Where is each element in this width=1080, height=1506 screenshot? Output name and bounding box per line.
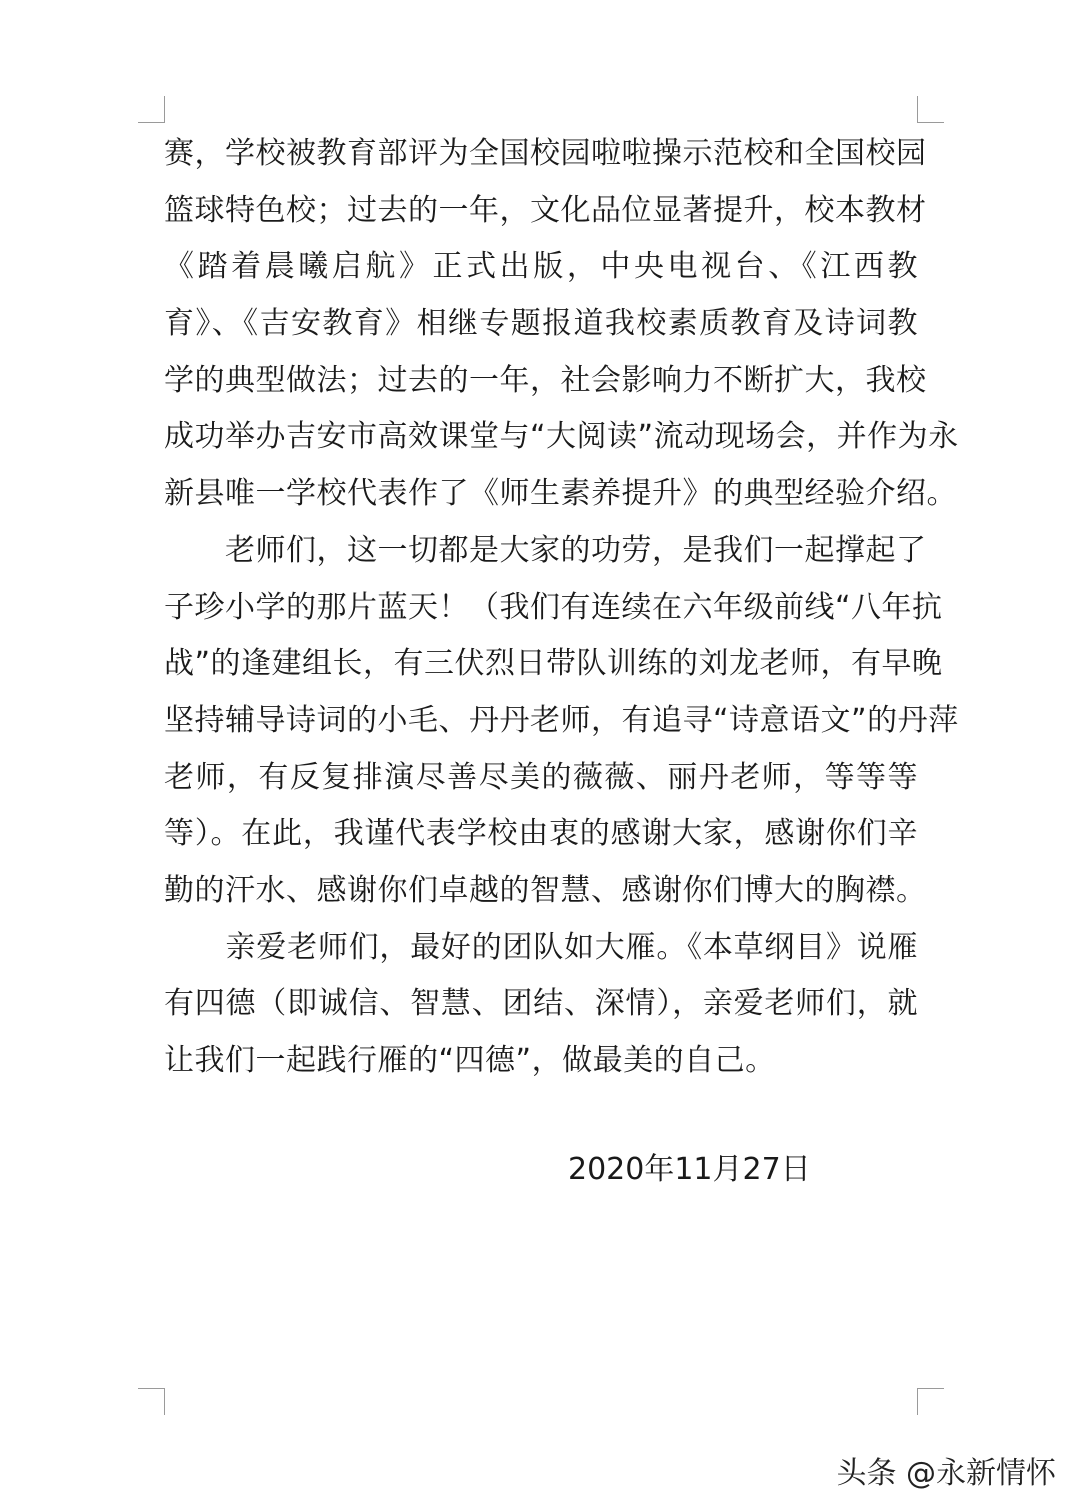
crop-mark-top-right — [917, 96, 944, 123]
text-line: 亲爱老师们，最好的团队如大雁。《本草纲目》说雁 — [164, 929, 918, 965]
text-line: 坚持辅导诗词的小毛、丹丹老师，有追寻“诗意语文”的丹萍 — [164, 702, 959, 738]
text-line: 老师，有反复排演尽善尽美的薇薇、丽丹老师，等等等 — [164, 759, 918, 795]
text-line: 有四德（即诚信、智慧、团结、深情），亲爱老师们，就 — [164, 986, 918, 1022]
document-date: 2020年11月27日 — [568, 1152, 811, 1187]
crop-mark-bottom-right — [917, 1388, 944, 1415]
text-line: 子珍小学的那片蓝天！（我们有连续在六年级前线“八年抗 — [164, 589, 943, 625]
crop-mark-bottom-left — [138, 1388, 165, 1415]
text-line: 篮球特色校；过去的一年，文化品位显著提升，校本教材 — [164, 192, 927, 228]
text-line: 让我们一起践行雁的“四德”，做最美的自己。 — [164, 1043, 776, 1078]
text-line: 新县唯一学校代表作了《师生素养提升》的典型经验介绍。 — [164, 476, 957, 512]
text-line: 育》、《吉安教育》相继专题报道我校素质教育及诗词教 — [164, 306, 918, 342]
text-line: 勤的汗水、感谢你们卓越的智慧、感谢你们博大的胸襟。 — [164, 872, 927, 908]
text-line: 赛，学校被教育部评为全国校园啦啦操示范校和全国校园 — [164, 136, 927, 171]
text-line: 战”的逢建组长，有三伏烈日带队训练的刘龙老师，有早晚 — [164, 646, 943, 682]
text-line: 等）。在此，我谨代表学校由衷的感谢大家，感谢你们辛 — [164, 816, 918, 852]
text-line: 《踏着晨曦启航》正式出版，中央电视台、《江西教 — [164, 249, 918, 285]
text-line: 学的典型做法；过去的一年，社会影响力不断扩大，我校 — [164, 362, 927, 398]
watermark: 头条 @永新情怀 — [836, 1456, 1056, 1491]
document-body — [164, 126, 959, 1090]
crop-mark-top-left — [138, 96, 165, 123]
text-line: 老师们，这一切都是大家的功劳，是我们一起撑起了 — [164, 532, 927, 568]
text-line: 成功举办吉安市高效课堂与“大阅读”流动现场会，并作为永 — [164, 419, 959, 455]
